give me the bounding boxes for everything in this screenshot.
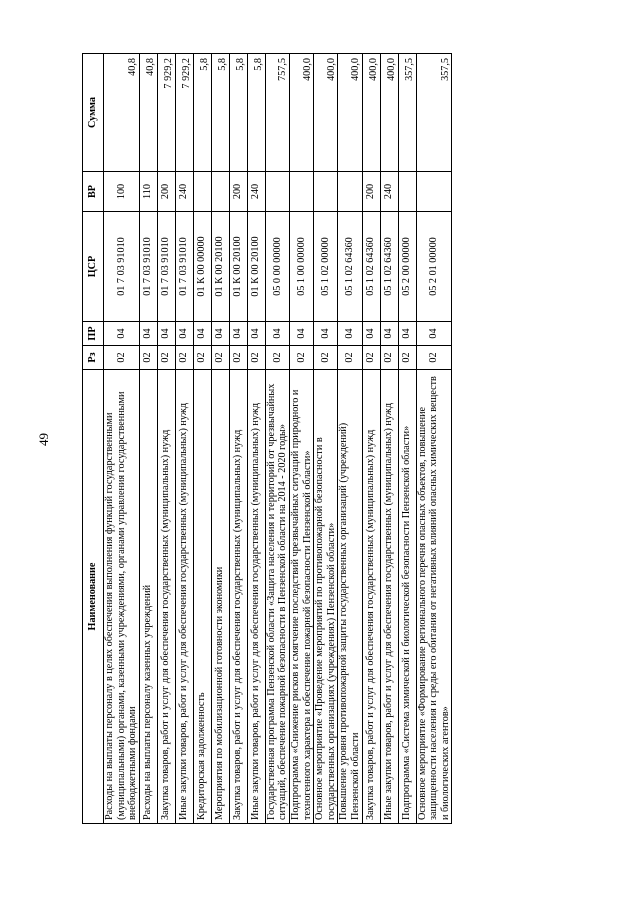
cell-vr — [338, 172, 362, 212]
cell-csr: 05 1 02 64360 — [380, 212, 398, 322]
header-name: Наименование — [83, 370, 104, 824]
table-row — [380, 54, 398, 824]
cell-name: Расходы на выплаты персоналу казенных учреждений — [139, 370, 157, 824]
cell-rz: 02 — [314, 346, 338, 370]
cell-pr: 04 — [265, 322, 289, 346]
cell-sum: 5,8 — [211, 54, 229, 172]
cell-name: Основное мероприятие «Формирование регионального перечня опасных объектов, повышение защищенности населения и среды его обитания от негативных влияний опасных химических веществ и биологических агентов» — [416, 370, 452, 824]
cell-rz: 02 — [229, 346, 247, 370]
table-row — [398, 54, 416, 824]
header-sum: Сумма — [83, 54, 104, 172]
cell-vr — [265, 172, 289, 212]
cell-name: Иные закупки товаров, работ и услуг для обеспечения государственных (муниципальных) нужд — [175, 370, 193, 824]
cell-sum: 5,8 — [193, 54, 211, 172]
budget-table-container — [82, 54, 586, 824]
table-row — [289, 54, 313, 824]
cell-vr — [193, 172, 211, 212]
cell-vr — [398, 172, 416, 212]
cell-csr: 01 К 00 20100 — [247, 212, 265, 322]
cell-pr: 04 — [229, 322, 247, 346]
cell-sum: 400,0 — [362, 54, 380, 172]
cell-vr — [416, 172, 452, 212]
cell-rz: 02 — [175, 346, 193, 370]
cell-sum: 400,0 — [338, 54, 362, 172]
cell-csr: 05 2 00 00000 — [398, 212, 416, 322]
table-row — [416, 54, 452, 824]
cell-sum: 400,0 — [314, 54, 338, 172]
cell-csr: 05 1 02 00000 — [314, 212, 338, 322]
cell-csr: 05 1 02 64360 — [338, 212, 362, 322]
cell-rz: 02 — [265, 346, 289, 370]
table-body — [104, 54, 452, 824]
cell-rz: 02 — [211, 346, 229, 370]
cell-rz: 02 — [380, 346, 398, 370]
cell-sum: 5,8 — [229, 54, 247, 172]
cell-pr: 04 — [289, 322, 313, 346]
cell-sum: 400,0 — [380, 54, 398, 172]
table-row — [362, 54, 380, 824]
cell-csr: 01 7 03 91010 — [139, 212, 157, 322]
cell-name: Основное мероприятие «Проведение мероприятий по противопожарной безопасности в государственных организациях (учреждениях) Пензенской области» — [314, 370, 338, 824]
cell-pr: 04 — [211, 322, 229, 346]
cell-rz: 02 — [362, 346, 380, 370]
cell-sum: 357,5 — [398, 54, 416, 172]
cell-sum: 40,8 — [139, 54, 157, 172]
cell-name: Государственная программа Пензенской области «Защита населения и территорий от чрезвычайных ситуаций, обеспечение пожарной безопасности в Пензенской области на 2014 - 2020 годы» — [265, 370, 289, 824]
cell-csr: 01 7 03 91010 — [175, 212, 193, 322]
cell-rz: 02 — [338, 346, 362, 370]
cell-csr: 01 К 00 20100 — [229, 212, 247, 322]
cell-pr: 04 — [247, 322, 265, 346]
cell-vr — [314, 172, 338, 212]
cell-rz: 02 — [247, 346, 265, 370]
cell-pr: 04 — [175, 322, 193, 346]
table-row — [175, 54, 193, 824]
table-row — [338, 54, 362, 824]
cell-sum: 400,0 — [289, 54, 313, 172]
cell-csr: 01 К 00 00000 — [193, 212, 211, 322]
cell-rz: 02 — [398, 346, 416, 370]
cell-vr: 200 — [362, 172, 380, 212]
cell-pr: 04 — [380, 322, 398, 346]
cell-csr: 05 1 00 00000 — [289, 212, 313, 322]
cell-pr: 04 — [398, 322, 416, 346]
table-row — [314, 54, 338, 824]
table-row — [211, 54, 229, 824]
cell-vr — [211, 172, 229, 212]
cell-name: Подпрограмма «Снижение рисков и смягчение последствий чрезвычайных ситуаций природного и техногенного характера и обеспечение пожарной безопасности Пензенской области» — [289, 370, 313, 824]
cell-sum: 357,5 — [416, 54, 452, 172]
cell-name: Мероприятия по мобилизационной готовности экономики — [211, 370, 229, 824]
cell-name: Расходы на выплаты персоналу в целях обеспечения выполнения функций государственными (муниципальными) органами, казенными учреждениями, органами управления государственными внебюджетными фондами — [104, 370, 140, 824]
cell-vr: 110 — [139, 172, 157, 212]
cell-name: Закупка товаров, работ и услуг для обеспечения государственных (муниципальных) нужд — [229, 370, 247, 824]
table-row — [265, 54, 289, 824]
cell-sum: 40,8 — [104, 54, 140, 172]
table-row — [193, 54, 211, 824]
cell-vr: 200 — [229, 172, 247, 212]
cell-sum: 7 929,2 — [175, 54, 193, 172]
cell-name: Кредиторская задолженность — [193, 370, 211, 824]
table-header-row — [83, 54, 104, 824]
header-csr: ЦСР — [83, 212, 104, 322]
cell-pr: 04 — [157, 322, 175, 346]
budget-table — [82, 53, 452, 824]
table-row — [229, 54, 247, 824]
cell-csr: 01 7 03 91010 — [157, 212, 175, 322]
cell-vr: 100 — [104, 172, 140, 212]
cell-vr: 240 — [175, 172, 193, 212]
page-number: 49 — [36, 433, 51, 446]
cell-pr: 04 — [104, 322, 140, 346]
cell-rz: 02 — [416, 346, 452, 370]
cell-name: Иные закупки товаров, работ и услуг для обеспечения государственных (муниципальных) нужд — [380, 370, 398, 824]
cell-csr: 01 7 03 91010 — [104, 212, 140, 322]
cell-name: Закупка товаров, работ и услуг для обеспечения государственных (муниципальных) нужд — [362, 370, 380, 824]
cell-rz: 02 — [289, 346, 313, 370]
cell-vr — [289, 172, 313, 212]
cell-sum: 7 929,2 — [157, 54, 175, 172]
cell-name: Закупка товаров, работ и услуг для обеспечения государственных (муниципальных) нужд — [157, 370, 175, 824]
cell-vr: 200 — [157, 172, 175, 212]
cell-pr: 04 — [338, 322, 362, 346]
table-row — [104, 54, 140, 824]
cell-pr: 04 — [139, 322, 157, 346]
cell-csr: 05 2 01 00000 — [416, 212, 452, 322]
cell-pr: 04 — [314, 322, 338, 346]
header-rz: Рз — [83, 346, 104, 370]
cell-sum: 5,8 — [247, 54, 265, 172]
cell-name: Иные закупки товаров, работ и услуг для обеспечения государственных (муниципальных) нужд — [247, 370, 265, 824]
cell-rz: 02 — [139, 346, 157, 370]
cell-csr: 01 К 00 20100 — [211, 212, 229, 322]
cell-pr: 04 — [416, 322, 452, 346]
cell-sum: 757,5 — [265, 54, 289, 172]
cell-csr: 05 0 00 00000 — [265, 212, 289, 322]
cell-csr: 05 1 02 64360 — [362, 212, 380, 322]
cell-rz: 02 — [104, 346, 140, 370]
header-pr: ПР — [83, 322, 104, 346]
cell-name: Подпрограмма «Система химической и биологической безопасности Пензенской области» — [398, 370, 416, 824]
cell-vr: 240 — [247, 172, 265, 212]
header-vr: ВР — [83, 172, 104, 212]
cell-vr: 240 — [380, 172, 398, 212]
cell-name: Повышение уровня противопожарной защиты государственных организаций (учреждений) Пензенской области — [338, 370, 362, 824]
table-row — [139, 54, 157, 824]
cell-rz: 02 — [157, 346, 175, 370]
table-row — [157, 54, 175, 824]
cell-pr: 04 — [193, 322, 211, 346]
cell-rz: 02 — [193, 346, 211, 370]
cell-pr: 04 — [362, 322, 380, 346]
table-row — [247, 54, 265, 824]
